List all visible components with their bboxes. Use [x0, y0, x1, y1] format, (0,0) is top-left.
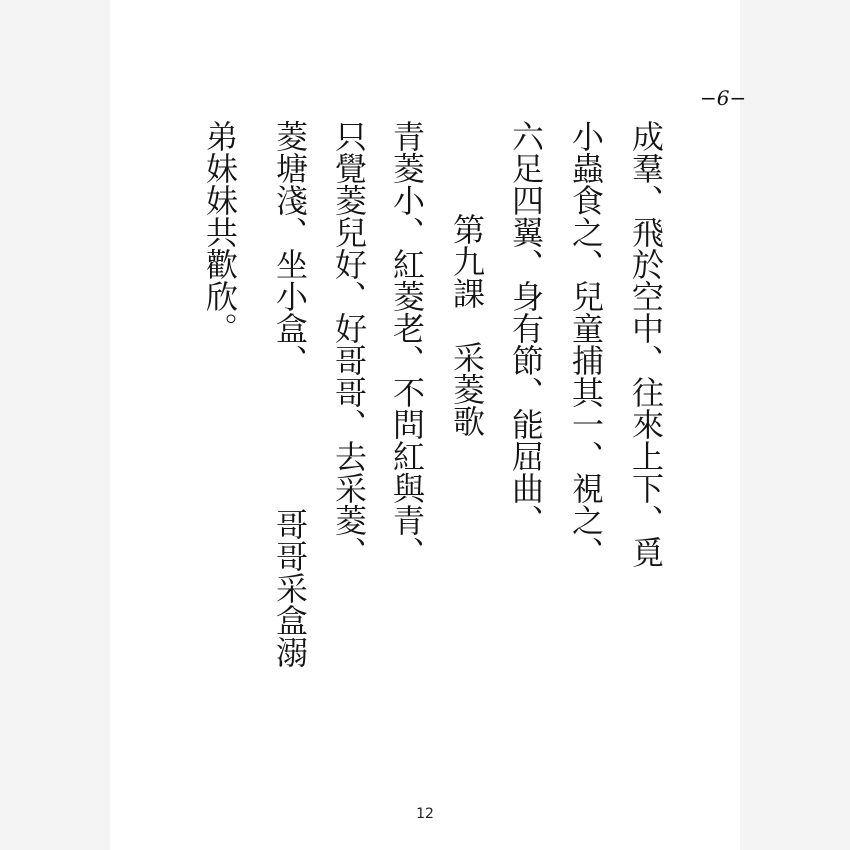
- text-column-5: 青菱小、紅菱老、不問紅與青、: [388, 120, 426, 568]
- footer-page-number: 12: [416, 806, 434, 822]
- text-column-7-continued: 哥哥采盒溺: [271, 508, 309, 668]
- text-column-1: 成羣、飛於空中、往來上下、覓: [627, 120, 665, 568]
- lesson-title: 第九課 采菱歌: [448, 213, 486, 437]
- page-mark: −6−: [700, 86, 747, 110]
- text-column-3: 六足四翼、身有節、能屈曲、: [507, 120, 545, 536]
- text-column-7: 菱塘淺、坐小盒、: [271, 120, 309, 376]
- text-column-8: 弟妹妹共歡欣。: [201, 120, 239, 344]
- text-column-2: 小蟲食之、兒童捕其一、視之、: [567, 120, 605, 568]
- text-column-6: 只覺菱兒好、好哥哥、去采菱、: [330, 120, 368, 568]
